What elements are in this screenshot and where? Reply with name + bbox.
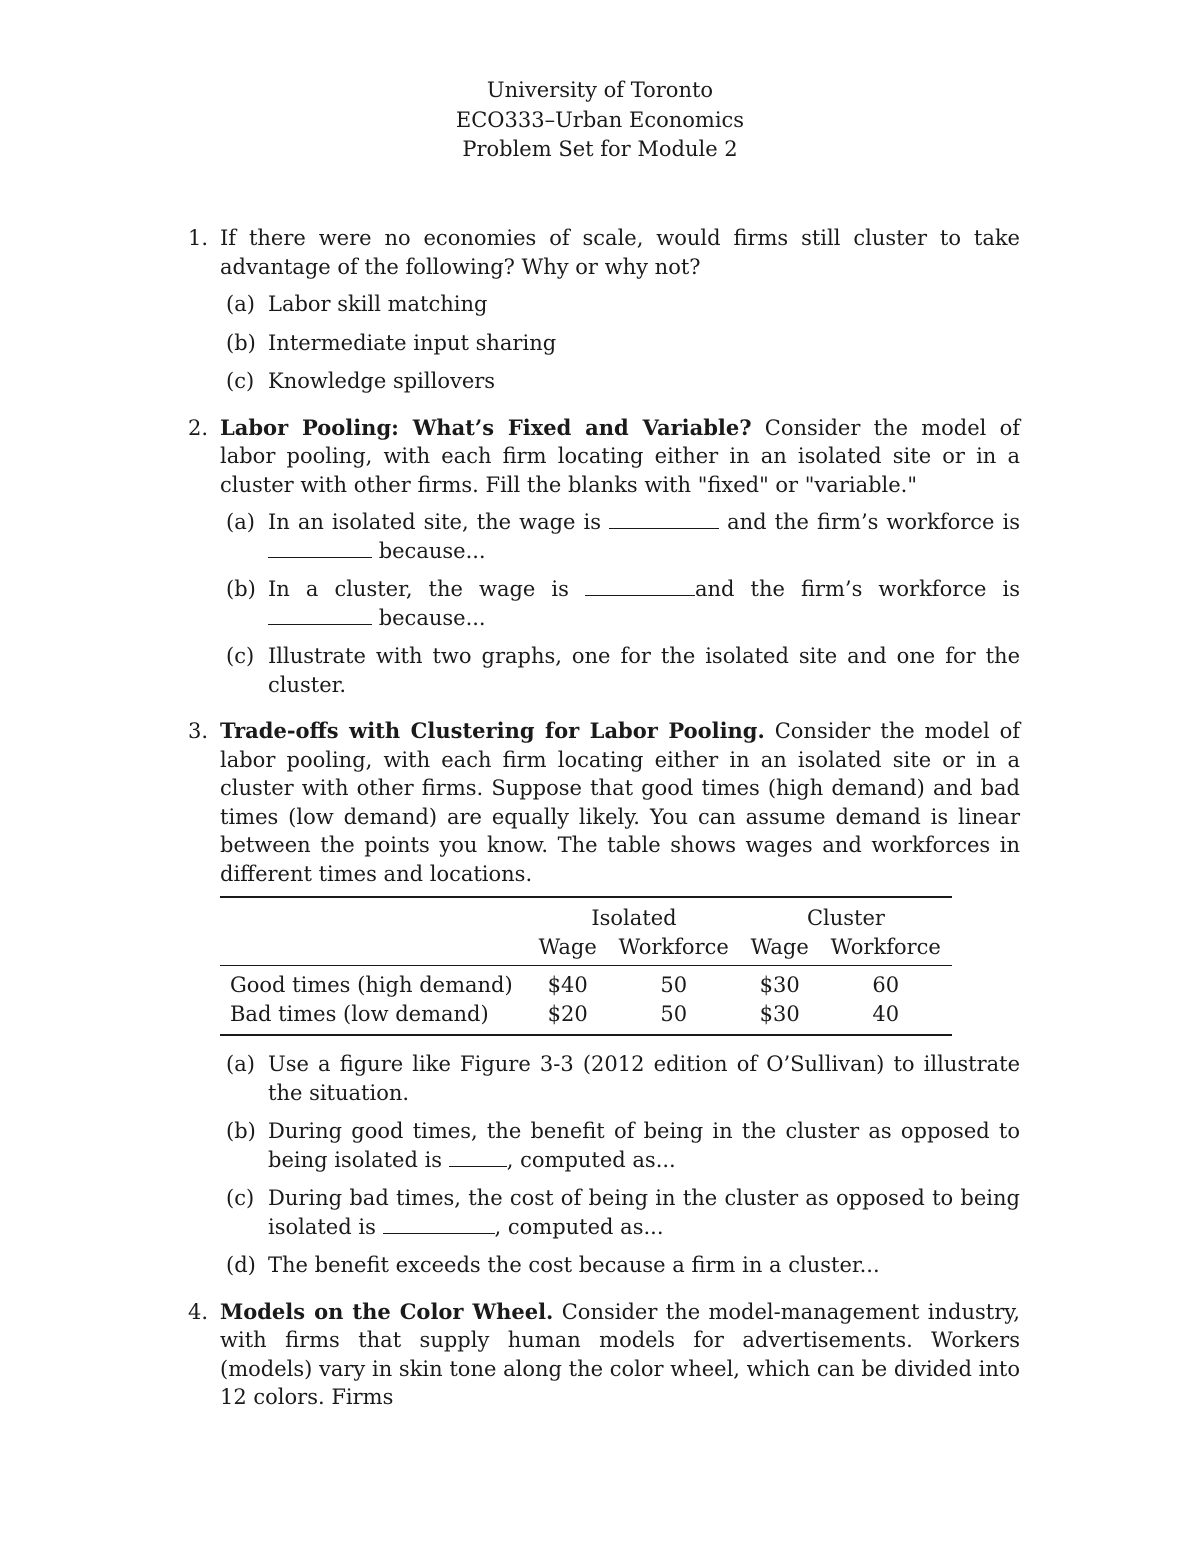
question-body: Consider the model-management industry, with firms that supply human models for advertisements. Workers (models) vary in skin tone along the color wheel, which can be divided into 12 colors. Firms — [220, 1299, 1020, 1409]
subquestion-label: (a) — [226, 510, 255, 534]
question-body: Consider the model of labor pooling, with each firm locating either in an isolated site or in a cluster with other firms. Fill the blanks with "fixed" or "variable." — [220, 415, 1020, 497]
question-title: Models on the Color Wheel. — [220, 1298, 554, 1324]
subquestion-label: (b) — [226, 1119, 256, 1143]
subquestion-text: During good times, the benefit of being in the cluster as opposed to being isolated is — [268, 1119, 1020, 1172]
subquestion-1b — [220, 329, 1020, 358]
question-title: Trade-offs with Clustering for Labor Pooling. — [220, 718, 765, 743]
question-number: 1. — [188, 226, 209, 250]
subquestion-label: (a) — [226, 292, 255, 316]
subquestion-label: (b) — [226, 330, 256, 355]
cell-cluster-wage: $30 — [759, 973, 800, 997]
subquestion-text: and the firm’s workforce is — [694, 577, 1020, 601]
subquestion-list — [220, 1050, 1020, 1280]
subquestion-2c — [220, 642, 1020, 699]
column-header-workforce: Workforce — [819, 933, 952, 966]
subquestion-3b — [220, 1117, 1020, 1174]
subquestion-label: (d) — [226, 1253, 256, 1277]
answer-blank[interactable] — [268, 607, 372, 625]
subquestion-label: (c) — [226, 1186, 255, 1210]
subquestion-2a — [220, 508, 1020, 565]
course-title: ECO333–Urban Economics — [455, 107, 745, 132]
question-4 — [188, 1298, 1020, 1412]
row-label: Good times (high demand) — [230, 973, 513, 997]
wage-workforce-table — [220, 896, 952, 1036]
answer-blank[interactable] — [449, 1149, 507, 1167]
subquestion-label: (c) — [226, 644, 255, 668]
cell-cluster-wage: $30 — [740, 1000, 820, 1036]
cell-isolated-wage: $20 — [528, 1000, 608, 1036]
question-number: 4. — [188, 1299, 209, 1324]
table-group-header-row — [220, 897, 952, 933]
subquestion-2b — [220, 575, 1020, 632]
cell-isolated-wage: $40 — [547, 973, 588, 997]
subquestion-text: because... — [378, 605, 486, 630]
row-label: Bad times (low demand) — [220, 1000, 528, 1036]
question-body: Consider the model of labor pooling, with each firm locating either in an isolated site or in a cluster with other firms. Suppose that good times (high demand) and bad times (low demand) are equally likely. You can assume demand is linear between the points you know. The table shows wages and workforces in different times and locations. — [220, 719, 1020, 886]
column-header-wage: Wage — [528, 933, 608, 966]
university-name: University of Toronto — [486, 78, 714, 102]
subquestion-text: During bad times, the cost of being in the cluster as opposed to being isolated is — [268, 1186, 1020, 1239]
cell-cluster-workforce: 60 — [872, 973, 900, 997]
group-header-cluster: Cluster — [740, 897, 952, 933]
subquestion-text: because... — [378, 538, 486, 563]
subquestion-list — [220, 290, 1020, 396]
subquestion-label: (c) — [226, 369, 255, 393]
answer-blank[interactable] — [268, 540, 372, 558]
subquestion-text: In a cluster, the wage is — [268, 577, 569, 601]
question-text — [220, 717, 1020, 888]
subquestion-text: Intermediate input sharing — [268, 330, 557, 355]
problem-list — [188, 224, 1020, 1430]
subquestion-text: and the firm’s workforce is — [727, 510, 1020, 534]
answer-blank[interactable] — [585, 578, 695, 596]
column-header-workforce: Workforce — [607, 933, 739, 966]
subquestion-3d — [220, 1251, 1020, 1280]
question-1 — [188, 224, 1020, 396]
table-column-header-row — [220, 933, 952, 966]
question-title: Labor Pooling: What’s Fixed and Variable? — [220, 414, 752, 440]
document-header — [0, 76, 1200, 165]
subquestion-3c — [220, 1184, 1020, 1241]
question-number: 3. — [188, 719, 209, 743]
subquestion-text: , computed as... — [494, 1214, 664, 1239]
answer-blank[interactable] — [609, 511, 719, 529]
subquestion-text: , computed as... — [506, 1147, 676, 1172]
cell-isolated-workforce: 50 — [660, 973, 688, 997]
subquestion-text: Knowledge spillovers — [268, 369, 496, 393]
question-text — [220, 1298, 1020, 1412]
table-row — [220, 966, 952, 1000]
cell-isolated-workforce: 50 — [607, 1000, 739, 1036]
subquestion-1c — [220, 367, 1020, 396]
question-3 — [188, 717, 1020, 1280]
subquestion-text: In an isolated site, the wage is — [268, 510, 601, 534]
group-header-isolated: Isolated — [528, 897, 740, 933]
question-text: If there were no economies of scale, would firms still cluster to take advantage of the following? Why or why not? — [220, 226, 1020, 279]
subquestion-text: Illustrate with two graphs, one for the isolated site and one for the cluster. — [268, 644, 1020, 697]
problem-set-title: Problem Set for Module 2 — [462, 137, 738, 161]
cell-cluster-workforce: 40 — [819, 1000, 952, 1036]
subquestion-label: (b) — [226, 577, 256, 601]
answer-blank[interactable] — [383, 1216, 495, 1234]
question-number: 2. — [188, 415, 209, 440]
subquestion-list — [220, 508, 1020, 699]
subquestion-text: Labor skill matching — [268, 292, 488, 316]
subquestion-text: Use a figure like Figure 3-3 (2012 edition of O’Sullivan) to illustrate the situation. — [268, 1052, 1020, 1105]
subquestion-3a — [220, 1050, 1020, 1107]
subquestion-text: The benefit exceeds the cost because a firm in a cluster... — [268, 1253, 880, 1277]
question-2 — [188, 414, 1020, 700]
question-text — [220, 414, 1020, 500]
subquestion-1a — [220, 290, 1020, 319]
subquestion-label: (a) — [226, 1052, 255, 1076]
table-row — [220, 1000, 952, 1036]
column-header-wage: Wage — [740, 933, 820, 966]
